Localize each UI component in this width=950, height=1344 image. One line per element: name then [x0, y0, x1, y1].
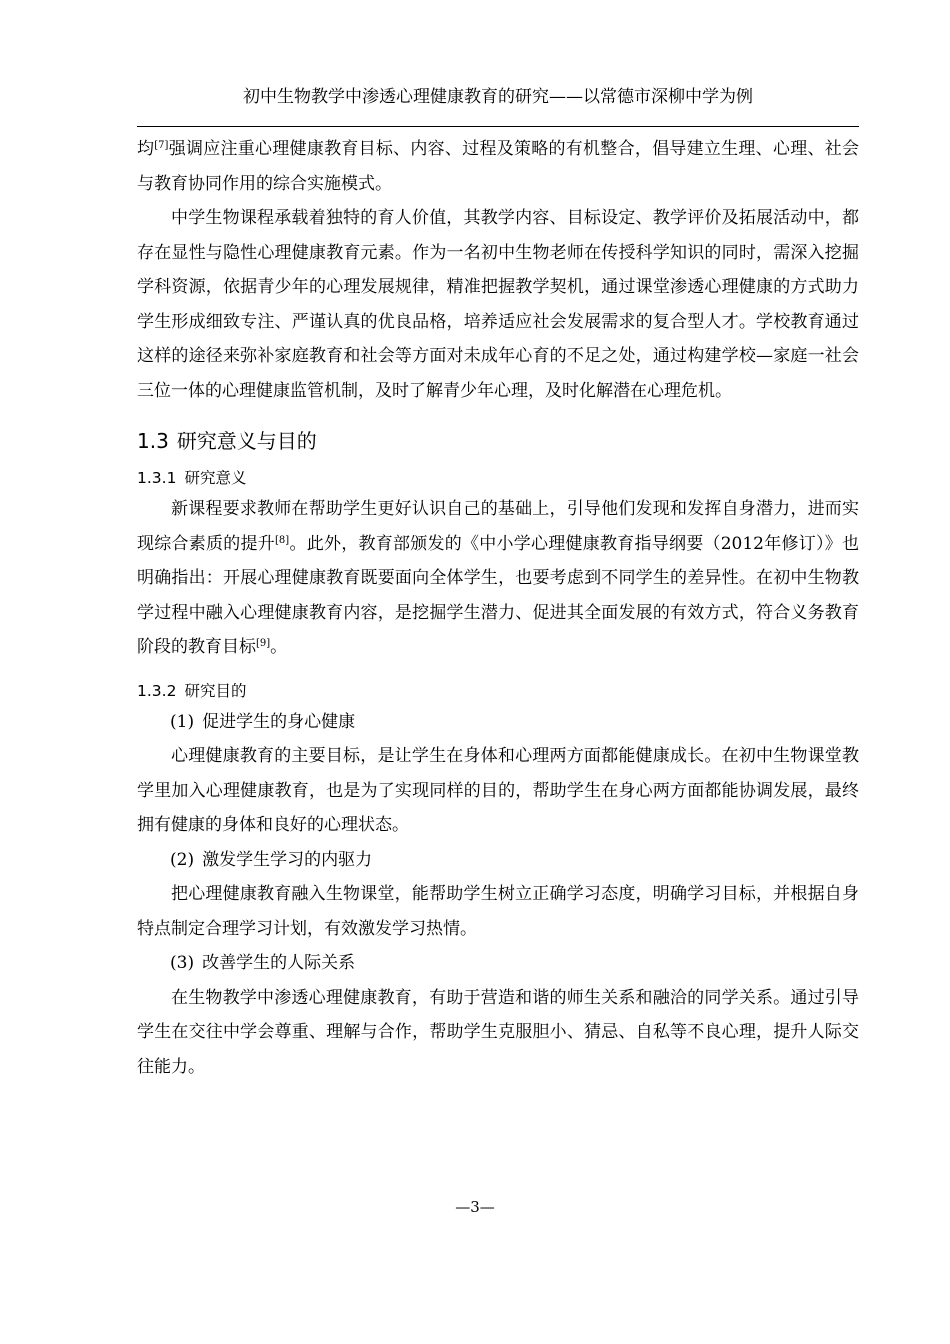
paragraph-continuation [137, 132, 859, 201]
list-item-number: (1) [170, 711, 195, 732]
subsection-number: 1.3.1 [137, 469, 177, 487]
section-title: 研究意义与目的 [176, 429, 317, 453]
list-item-number: (3) [170, 953, 195, 973]
section-heading-1-3 [137, 426, 859, 456]
header-rule [137, 126, 859, 127]
citation-ref: [8] [275, 534, 290, 546]
list-item-title: 促进学生的身心健康 [202, 711, 356, 732]
paragraph-text: 。 [270, 637, 288, 657]
list-item-heading [137, 946, 859, 981]
section-number: 1.3 [137, 429, 169, 453]
running-header: 初中生物教学中渗透心理健康教育的研究——以常德市深柳中学为例 [243, 87, 753, 107]
page-content [137, 132, 859, 1084]
subsection-title: 研究意义 [184, 469, 247, 487]
citation-ref: [7] [154, 140, 169, 151]
list-item-heading [137, 843, 859, 878]
paragraph-text: 新课程要求教师在帮助学生更好认识自己的基础上，引导他们发现和发挥自身潜力，进而实现综合素质的提升 [137, 499, 859, 554]
subsection-heading-1-3-2 [137, 679, 859, 703]
paragraph: 心理健康教育的主要目标，是让学生在身体和心理两方面都能健康成长。在初中生物课堂教学里加入心理健康教育，也是为了实现同样的目的，帮助学生在身心两方面都能协调发展，最终拥有健康的身体和良好的心理状态。 [137, 746, 859, 835]
page-number: —3— [455, 1198, 495, 1216]
paragraph-text: 强调应注重心理健康教育目标、内容、过程及策略的有机整合，倡导建立生理、心理、社会与教育协同作用的综合实施模式。 [137, 139, 859, 194]
subsection-title: 研究目的 [184, 681, 247, 700]
citation-ref: [9] [256, 638, 271, 649]
paragraph: 在生物教学中渗透心理健康教育，有助于营造和谐的师生关系和融洽的同学关系。通过引导学生在交往中学会尊重、理解与合作，帮助学生克服胆小、猜忌、自私等不良心理，提升人际交往能力。 [137, 987, 859, 1077]
paragraph [137, 492, 859, 665]
paragraph: 中学生物课程承载着独特的育人价值，其教学内容、目标设定、教学评价及拓展活动中，都存在显性与隐性心理健康教育元素。作为一名初中生物老师在传授科学知识的同时，需深入挖掘学科资源，依据青少年的心理发展规律，精准把握教学契机，通过课堂渗透心理健康的方式助力学生形成细致专注、严谨认真的优良品格，培养适应社会发展需求的复合型人才。学校教育通过这样的途径来弥补家庭教育和社会等方面对未成年心育的不足之处，通过构建学校—家庭一社会三位一体的心理健康监管机制，及时了解青少年心理，及时化解潜在心理危机。 [137, 208, 859, 401]
subsection-heading-1-3-1 [137, 466, 859, 490]
list-item-heading [137, 705, 859, 740]
paragraph-text: 。此外，教育部颁发的《中小学心理健康教育指导纲要（2012年修订）》也明确指出：开展心理健康教育既要面向全体学生，也要考虑到不同学生的差异性。在初中生物教学过程中融入心理健康教育内容，是挖掘学生潜力、促进其全面发展的有效方式，符合义务教育阶段的教育目标 [137, 533, 859, 657]
list-item-number: (2) [170, 849, 195, 870]
list-item-title: 激发学生学习的内驱力 [202, 849, 373, 870]
paragraph-text: 均 [137, 139, 155, 159]
list-item-title: 改善学生的人际关系 [202, 953, 356, 973]
subsection-number: 1.3.2 [137, 681, 177, 700]
paragraph: 把心理健康教育融入生物课堂，能帮助学生树立正确学习态度，明确学习目标，并根据自身特点制定合理学习计划，有效激发学习热情。 [137, 884, 859, 939]
